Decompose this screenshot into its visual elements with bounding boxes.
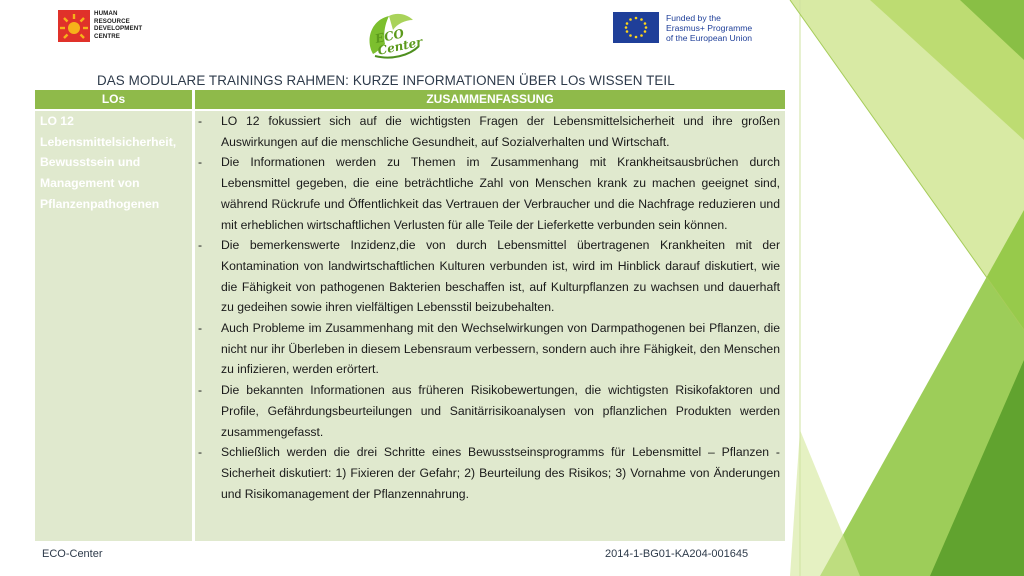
summary-bullet <box>195 111 780 152</box>
eu-flag-icon <box>613 12 659 43</box>
lo-title-cell: LO 12 Lebensmittelsicherheit, Bewusstsein und Management von Pflanzenpathogenen <box>40 114 177 211</box>
bullet-text: Schließlich werden die drei Schritte eines Bewusstseinsprogramms für Lebensmittel – Pflanzen - Sicherheit diskutiert: 1) Fixieren der Gefahr; 2) Beurteilung des Risikos; 3) Vornahme von Änderungen und Risikomanagement der Pflanzennahrung. <box>221 445 780 501</box>
bullet-dash: - <box>198 114 203 128</box>
bullet-text: Die bekannten Informationen aus früheren Risikobewertungen, die wichtigsten Risikofaktoren und Profile, Gefährdungsbeurteilungen und Sanitärrisikoanalysen von pflanzlichen Produkten werden zusammengefasst. <box>221 383 780 439</box>
header-los: LOs <box>101 92 126 106</box>
bullet-text: LO 12 fokussiert sich auf die wichtigsten Fragen der Lebensmittelsicherheit und ihre großen Auswirkungen auf die menschliche Gesundheit, auf Sozialverhalten und Wirtschaft. <box>221 114 780 149</box>
summary-bullet <box>195 318 780 380</box>
hrdc-logo <box>58 8 168 44</box>
sun-icon <box>58 10 90 42</box>
footer-project-name: ECO-Center <box>42 548 103 560</box>
lo-summary-table <box>35 90 785 541</box>
summary-bullet <box>195 235 780 318</box>
summary-bullet <box>195 152 780 235</box>
summary-bullet <box>195 380 780 442</box>
bullet-dash: - <box>198 383 203 398</box>
page-title: DAS MODULARE TRAININGS RAHMEN: KURZE INFORMATIONEN ÜBER LOs WISSEN TEIL <box>97 73 675 88</box>
bullet-text: Auch Probleme im Zusammenhang mit den Wechselwirkungen von Darmpathogenen bei Pflanzen, die nicht nur ihr Überleben in diesem Lebensraum verbessern, sondern auch ihre Fähigkeit, den Menschen zu infizieren, werden erörtert. <box>221 321 780 377</box>
summary-cell <box>195 111 780 504</box>
eu-funding-text: Funded by the Erasmus+ Programme of the European Union <box>666 13 753 43</box>
table-header-row <box>35 90 785 109</box>
bullet-text: Die Informationen werden zu Themen im Zusammenhang mit Krankheitsausbrüchen durch Lebensmittel gegeben, die eine beträchtliche Zahl von Menschen krank zu machen geeignet sind, während Rückrufe und Öffentlichkeit das Vertrauen der Verbraucher und die Nachfrage reduzieren und mit erheblichen wirtschaftlichen Verlusten für alle Teile der Lieferkette verbunden sein können. <box>221 155 780 232</box>
bullet-dash: - <box>198 238 203 253</box>
footer-project-code: 2014-1-BG01-KA204-001645 <box>605 548 749 560</box>
summary-bullet <box>195 442 780 504</box>
eco-center-logo <box>363 10 425 62</box>
header-summary: ZUSAMMENFASSUNG <box>426 92 554 106</box>
bullet-dash: - <box>198 321 203 336</box>
bullet-dash: - <box>198 155 203 170</box>
bullet-dash: - <box>198 445 203 460</box>
hrdc-logo-text: HUMAN RESOURCE DEVELOPMENT CENTRE <box>94 10 143 40</box>
eco-center-logo-text: ECO Center <box>373 26 424 58</box>
bullet-text: Die bemerkenswerte Inzidenz,die von durch Lebensmittel übertragenen Krankheiten mit der Kontamination von landwirtschaftlichen Kulturen verbunden ist, wird im Hinblick darauf diskutiert, wie die Fähigkeit von pathogenen Bakterien beschaffen ist, auf Kulturpflanzen zu wachsen und dauerhaft zu gedeihen sowie ihren vielfältigen Lebensstil beizubehalten. <box>221 238 780 315</box>
eu-funding-logo <box>613 12 773 44</box>
